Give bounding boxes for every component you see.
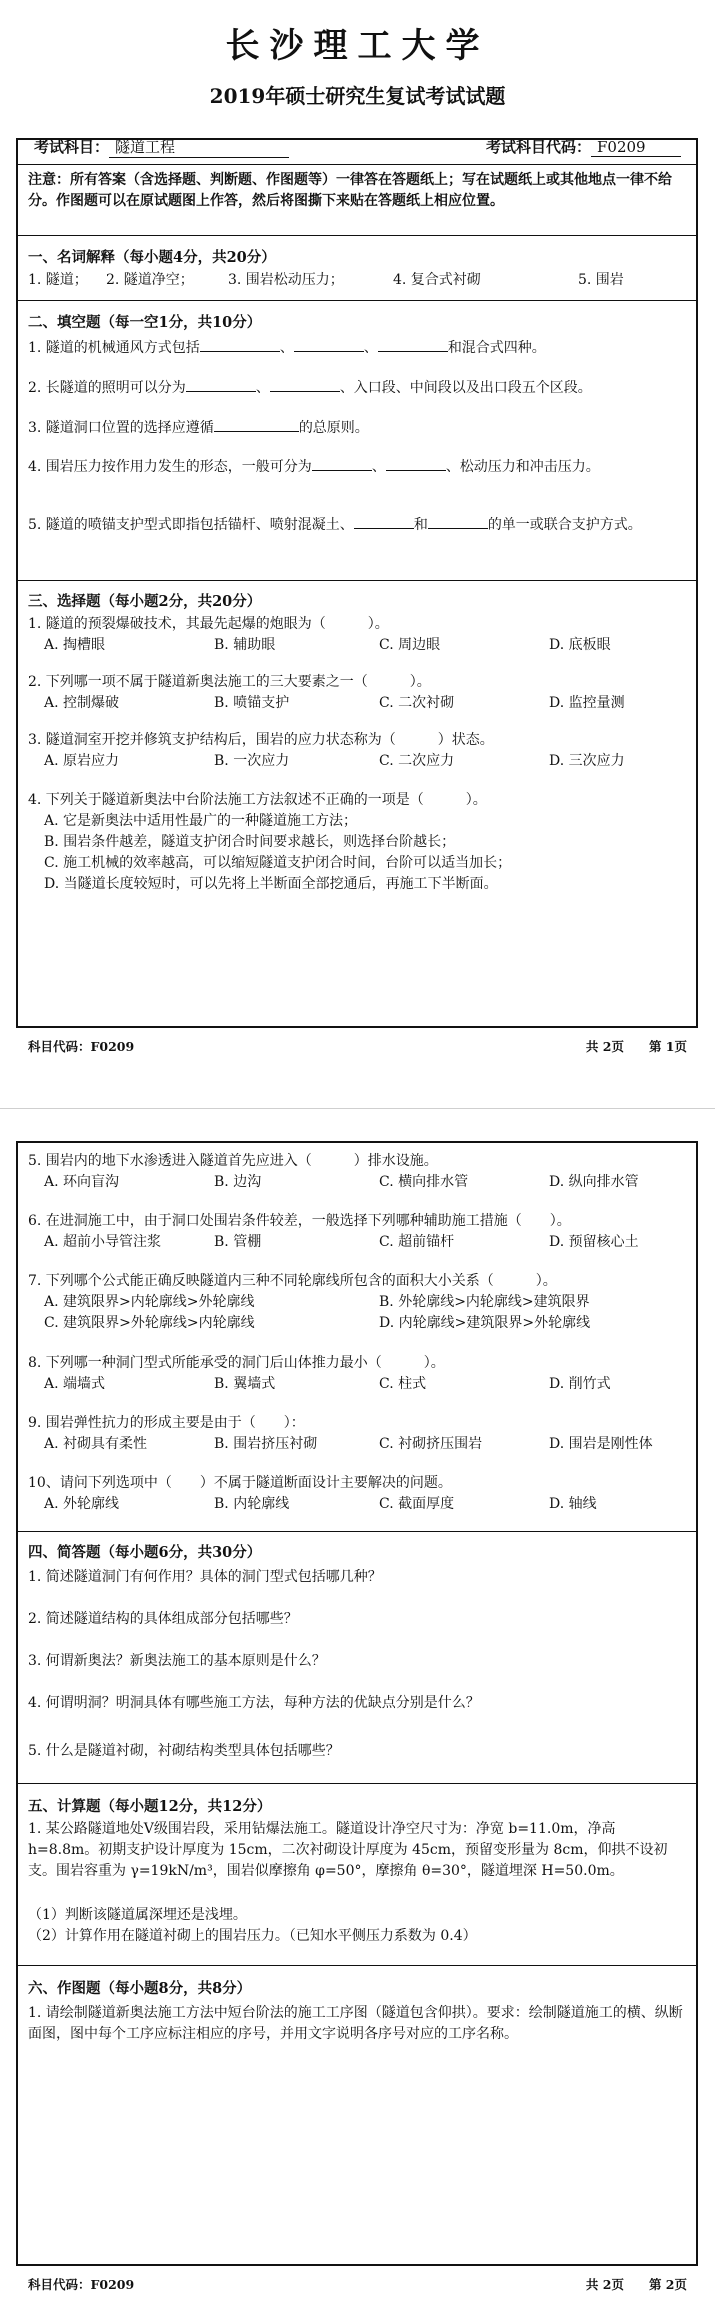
- fill-sep: 和: [413, 517, 428, 533]
- fill-text: 和混合式四种。: [447, 340, 546, 356]
- exam-page-2: [0, 1115, 715, 2303]
- choice-question-5-stem: 5. 围岩内的地下水渗透进入隧道首先应进入（ ）排水设施。: [28, 1153, 438, 1169]
- subject-label: 考试科目：: [34, 138, 110, 156]
- option-d: D. 纵向排水管: [549, 1174, 639, 1190]
- option-c: C. 建筑限界>外轮廓线>内轮廓线: [44, 1315, 255, 1331]
- term-item: 2. 隧道净空；: [106, 272, 194, 288]
- choice-question-2-stem: 2. 下列哪一项不属于隧道新奥法施工的三大要素之一（ ）。: [28, 674, 431, 690]
- fill-sep: 、: [279, 340, 294, 356]
- fill-question-2: [28, 378, 683, 399]
- term-list: [28, 270, 683, 292]
- choice-question-3-options: [44, 751, 684, 773]
- option-d: D. 预留核心土: [549, 1234, 639, 1250]
- fill-text: 5. 隧道的喷锚支护型式即指包括锚杆、喷射混凝土、: [28, 517, 354, 533]
- exam-notice: 注意：所有答案（含选择题、判断题、作图题等）一律答在答题纸上；写在试题纸上或其他地点一律不给分。作图题可以在原试题图上作答，然后将图撕下来贴在答题纸上相应位置。: [28, 172, 672, 209]
- subject-row: [34, 136, 681, 160]
- section-1-title: 一、名词解释（每小题4分，共20分）: [28, 249, 276, 266]
- term-item: 3. 围岩松动压力；: [228, 272, 344, 288]
- option-d: D. 围岩是刚性体: [549, 1436, 653, 1452]
- answer-blank: [378, 338, 448, 352]
- choice-question-10-stem: 10、请问下列选项中（ ）不属于隧道断面设计主要解决的问题。: [28, 1475, 452, 1491]
- option-d: D. 轴线: [549, 1496, 597, 1512]
- short-answer-5: 5. 什么是隧道衬砌，衬砌结构类型具体包括哪些？: [28, 1743, 340, 1759]
- option-b: B. 喷锚支护: [214, 695, 290, 711]
- option-b: B. 外轮廓线>内轮廓线>建筑限界: [379, 1294, 590, 1310]
- exam-page-1: [0, 0, 715, 1085]
- option-a: A. 原岩应力: [44, 753, 120, 769]
- answer-blank: [214, 418, 299, 432]
- page-separator: [0, 1108, 715, 1109]
- divider: [18, 1783, 696, 1784]
- option-d: D. 底板眼: [549, 637, 611, 653]
- option-b: B. 围岩条件越差，隧道支护闭合时间要求越长，则选择台阶越长；: [44, 834, 456, 850]
- option-d: D. 当隧道长度较短时，可以先将上半断面全部挖通后，再施工下半断面。: [44, 876, 498, 892]
- fill-sep: 、: [371, 459, 386, 475]
- footer-page-count: 共 2页 第 1页: [585, 1039, 687, 1054]
- fill-text: 的单一或联合支护方式。: [487, 517, 642, 533]
- choice-question-3-stem: 3. 隧道洞室开挖并修筑支护结构后，围岩的应力状态称为（ ）状态。: [28, 732, 494, 748]
- option-a: A. 外轮廓线: [44, 1496, 120, 1512]
- choice-question-9-stem: 9. 围岩弹性抗力的形成主要是由于（ ）：: [28, 1415, 305, 1431]
- divider: [18, 580, 696, 581]
- choice-question-1-options: [44, 635, 684, 657]
- choice-question-2-options: [44, 693, 684, 715]
- divider: [18, 1531, 696, 1532]
- fill-text: 、松动压力和冲击压力。: [445, 459, 600, 475]
- option-c: C. 横向排水管: [379, 1174, 469, 1190]
- divider: [18, 164, 696, 165]
- option-a: A. 控制爆破: [44, 695, 120, 711]
- footer-subject-code: 科目代码：F0209: [28, 1039, 135, 1054]
- option-d: D. 内轮廓线>建筑限界>外轮廓线: [379, 1315, 591, 1331]
- option-b: B. 一次应力: [214, 753, 290, 769]
- option-b: B. 翼墙式: [214, 1376, 276, 1392]
- option-a: A. 端墙式: [44, 1376, 106, 1392]
- section-3-title: 三、选择题（每小题2分，共20分）: [28, 593, 262, 610]
- subject-code-label: 考试科目代码：: [485, 138, 591, 156]
- option-b: B. 管棚: [214, 1234, 262, 1250]
- option-b: B. 内轮廓线: [214, 1496, 290, 1512]
- option-b: B. 边沟: [214, 1174, 262, 1190]
- choice-question-10-options: [44, 1494, 684, 1516]
- fill-question-4: [28, 457, 683, 478]
- choice-question-7-options: [44, 1292, 684, 1336]
- option-d: D. 监控量测: [549, 695, 625, 711]
- choice-question-8-stem: 8. 下列哪一种洞门型式所能承受的洞门后山体推力最小（ ）。: [28, 1355, 445, 1371]
- choice-question-9-options: [44, 1434, 684, 1456]
- answer-blank: [428, 515, 488, 529]
- short-answer-3: 3. 何谓新奥法？新奥法施工的基本原则是什么？: [28, 1653, 326, 1669]
- fill-text: 、入口段、中间段以及出口段五个区段。: [339, 380, 592, 396]
- short-answer-1: 1. 简述隧道洞门有何作用？具体的洞门型式包括哪几种？: [28, 1569, 382, 1585]
- short-answer-4: 4. 何谓明洞？明洞具体有哪些施工方法，每种方法的优缺点分别是什么？: [28, 1695, 480, 1711]
- option-d: D. 三次应力: [549, 753, 625, 769]
- option-c: C. 柱式: [379, 1376, 427, 1392]
- fill-text: 4. 围岩压力按作用力发生的形态，一般可分为: [28, 459, 312, 475]
- footer-page-count: 共 2页 第 2页: [585, 2277, 687, 2292]
- option-a: A. 衬砌具有柔性: [44, 1436, 148, 1452]
- choice-question-6-stem: 6. 在进洞施工中，由于洞口处围岩条件较差，一般选择下列哪种辅助施工措施（ ）。: [28, 1213, 571, 1229]
- answer-blank: [294, 338, 364, 352]
- answer-blank: [354, 515, 414, 529]
- option-a: A. 建筑限界>内轮廓线>外轮廓线: [44, 1294, 255, 1310]
- subject-field: [34, 136, 289, 158]
- calculation-subquestion-2: （2）计算作用在隧道衬砌上的围岩压力。（已知水平侧压力系数为 0.4）: [28, 1928, 477, 1944]
- choice-question-6-options: [44, 1232, 684, 1254]
- option-a: A. 超前小导管注浆: [44, 1234, 162, 1250]
- fill-text: 1. 隧道的机械通风方式包括: [28, 340, 200, 356]
- term-item: 5. 围岩: [578, 272, 624, 288]
- subject-code-value: F0209: [591, 138, 681, 157]
- option-a: A. 环向盲沟: [44, 1174, 120, 1190]
- section-2-title: 二、填空题（每一空1分，共10分）: [28, 314, 262, 331]
- section-6-title: 六、作图题（每小题8分，共8分）: [28, 1980, 252, 1997]
- choice-question-7-stem: 7. 下列哪个公式能正确反映隧道内三种不同轮廓线所包含的面积大小关系（ ）。: [28, 1273, 557, 1289]
- option-c: C. 截面厚度: [379, 1496, 455, 1512]
- university-name: 长沙理工大学: [225, 26, 490, 66]
- choice-question-1-stem: 1. 隧道的预裂爆破技术，其最先起爆的炮眼为（ ）。: [28, 616, 389, 632]
- answer-blank: [200, 338, 280, 352]
- option-c: C. 施工机械的效率越高，可以缩短隧道支护闭合时间，台阶可以适当加长；: [44, 855, 512, 871]
- short-answer-2: 2. 简述隧道结构的具体组成部分包括哪些？: [28, 1611, 298, 1627]
- choice-question-4-options: [44, 811, 684, 895]
- calculation-question: 1. 某公路隧道地处Ⅴ级围岩段，采用钻爆法施工。隧道设计净空尺寸为：净宽 b=11.0m，净高 h=8.8m。初期支护设计厚度为 15cm，二次衬砌设计厚度为 45cm，预留变形量为 8cm，仰拱不设初支。围岩容重为 γ=19kN/m³，围岩似摩擦角 φ=50°，摩擦角 θ=30°，隧道埋深 H=50.0m。: [28, 1821, 668, 1879]
- answer-blank: [270, 378, 340, 392]
- option-d: D. 削竹式: [549, 1376, 611, 1392]
- fill-question-3: [28, 418, 683, 439]
- fill-sep: 、: [255, 380, 270, 396]
- divider: [18, 235, 696, 236]
- fill-question-5: [28, 515, 683, 536]
- option-c: C. 二次应力: [379, 753, 455, 769]
- fill-sep: 、: [363, 340, 378, 356]
- fill-text: 的总原则。: [298, 420, 369, 436]
- term-item: 1. 隧道；: [28, 272, 88, 288]
- fill-question-1: [28, 338, 683, 359]
- fill-text: 2. 长隧道的照明可以分为: [28, 380, 186, 396]
- option-a: A. 掏槽眼: [44, 637, 106, 653]
- option-c: C. 周边眼: [379, 637, 441, 653]
- calculation-subquestion-1: （1）判断该隧道属深埋还是浅埋。: [28, 1907, 247, 1923]
- option-c: C. 超前锚杆: [379, 1234, 455, 1250]
- choice-question-8-options: [44, 1374, 684, 1396]
- option-b: B. 围岩挤压衬砌: [214, 1436, 318, 1452]
- section-4-title: 四、简答题（每小题6分，共30分）: [28, 1544, 262, 1561]
- answer-blank: [186, 378, 256, 392]
- term-item: 4. 复合式衬砌: [393, 272, 481, 288]
- option-a: A. 它是新奥法中适用性最广的一种隧道施工方法；: [44, 813, 358, 829]
- subject-code-field: [486, 136, 681, 157]
- divider: [18, 300, 696, 301]
- option-c: C. 衬砌挤压围岩: [379, 1436, 483, 1452]
- answer-blank: [312, 457, 372, 471]
- exam-title: 2019年硕士研究生复试考试试题: [209, 84, 506, 108]
- option-c: C. 二次衬砌: [379, 695, 455, 711]
- divider: [18, 1965, 696, 1966]
- footer-subject-code: 科目代码：F0209: [28, 2277, 135, 2292]
- fill-text: 3. 隧道洞口位置的选择应遵循: [28, 420, 214, 436]
- drawing-question: 1. 请绘制隧道新奥法施工方法中短台阶法的施工工序图（隧道包含仰拱）。要求：绘制隧道施工的横、纵断面图，图中每个工序应标注相应的序号，并用文字说明各序号对应的工序名称。: [28, 2005, 683, 2042]
- page-gap: [0, 1085, 715, 1115]
- option-b: B. 辅助眼: [214, 637, 276, 653]
- subject-value: 隧道工程: [109, 136, 289, 158]
- answer-blank: [386, 457, 446, 471]
- section-5-title: 五、计算题（每小题12分，共12分）: [28, 1798, 272, 1815]
- choice-question-4-stem: 4. 下列关于隧道新奥法中台阶法施工方法叙述不正确的一项是（ ）。: [28, 792, 487, 808]
- choice-question-5-options: [44, 1172, 684, 1194]
